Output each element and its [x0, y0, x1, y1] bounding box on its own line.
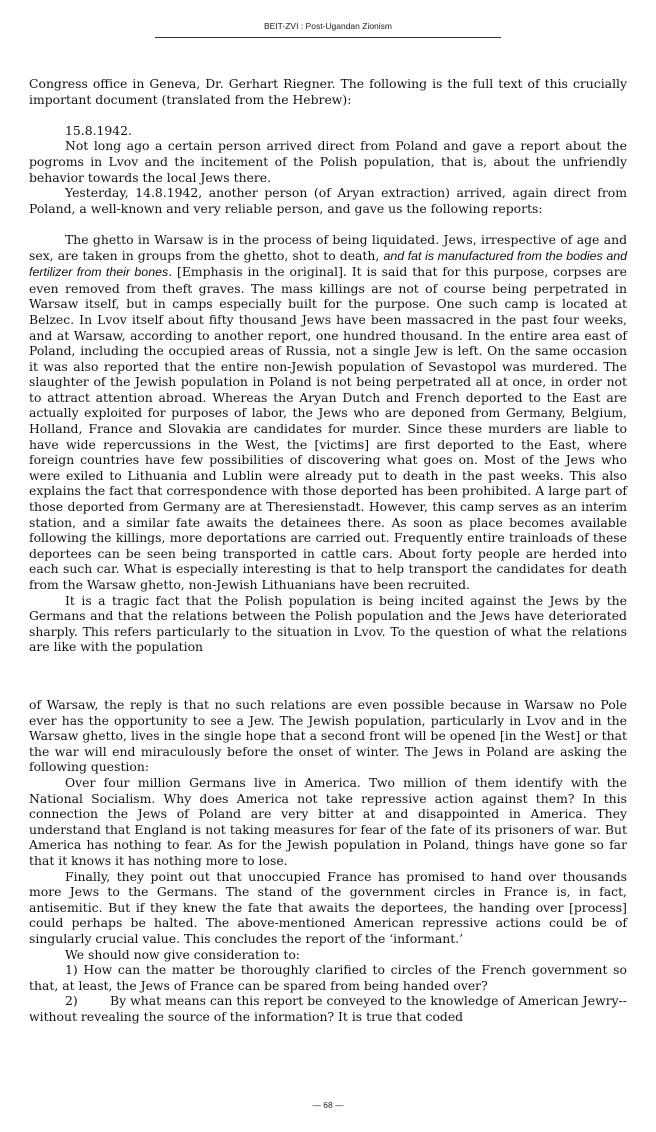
emphasized-passage: and fat is manufactured from the bodies and fertilizer from their bones	[29, 248, 628, 280]
running-head: BEIT-ZVI : Post-Ugandan Zionism	[263, 21, 393, 31]
page-number: — 68 —	[312, 1100, 344, 1110]
header-rule	[155, 37, 501, 38]
intro-paragraph: Congress office in Geneva, Dr. Gerhart Riegner. The following is the full text of this crucially important document (translated from the Hebrew):	[29, 76, 627, 107]
ghetto-report-start: The ghetto in Warsaw is in the process of being liquidated. Jews, irrespective of age and sex, are taken in groups from the ghetto, shot to death,	[29, 231, 627, 263]
paragraph-ghetto-report	[29, 232, 627, 593]
ghetto-report-rest: . [Emphasis in the original]. It is said that for this purpose, corpses are even removed from theft graves. The mass killings are not of course being perpetrated in Warsaw itself, but in camps especially built for the purpose. One such camp is located at Belzec. In Lvov itself about fifty thousand Jews have been massacred in the past four weeks, and at Warsaw, according to another report, one hundred thousand. In the entire area east of Poland, including the occupied areas of Russia, not a single Jew is left. On the same occasion it was also reported that the entire non-Jewish population of Sevastopol was murdered. The slaughter of the Jewish population in Poland is not being perpetrated all at once, in order not to attract attention abroad. Whereas the Aryan Dutch and French deported to the East are actually exploited for purposes of labor, the Jews who are deponed from Germany, Belgium, Holland, France and Slovakia are candidates for murder. Since these murders are liable to have wide repercussions in the West, the [victims] are first deported to the East, where foreign countries have few possibilities of discovering what goes on. Most of the Jews who were exiled to Lithuania and Lublin were already put to death in the past weeks. This also explains the fact that correspondence with those deported has been prohibited. A large part of those deported from Germany are at Theresienstadt. However, this camp serves as an interim station, and a similar fate awaits the detainees there. As soon as place becomes available following the killings, more deportations are carried out. Frequently entire trainloads of these deportees can be seen being transported in cattle cars. About forty people are herded into each such car. What is especially interesting is that to help transport the candidates for death from the Warsaw ghetto, non-Jewish Lithuanians have been recruited.	[29, 264, 627, 592]
paragraph-arrival: Not long ago a certain person arrived direct from Poland and gave a report about the pogroms in Lvov and the incitement of the Polish population, that is, about the unfriendly behavior towards the local Jews there.	[29, 138, 627, 185]
paragraph-polish-incitement: It is a tragic fact that the Polish population is being incited against the Jews by the Germans and that the relations between the Polish population and the Jews have deteriorated sharply. This refers particularly to the situation in Lvov. To the question of what the relations are like with the population	[29, 592, 627, 655]
paragraph-warsaw-relations: of Warsaw, the reply is that no such relations are even possible because in Warsaw no Pole ever has the opportunity to see a Jew. The Jewish population, particularly in Lvov and in the Warsaw ghetto, lives in the single hope that a second front will be opened [in the West] or that the war will end miraculously before the onset of winter. The Jews in Poland are asking the following question:	[29, 697, 627, 775]
paragraph-consideration: We should now give consideration to:	[65, 946, 300, 962]
paragraph-germans-in-america: Over four million Germans live in America. Two million of them identify with the National Socialism. Why does America not take repressive action against them? In this connection the Jews of Poland are very bitter at and disappointed in America. They understand that England is not taking measures for fear of the fate of its prisoners of war. But America has nothing to fear. As for the Jewish population in Poland, things have gone so far that it knows it has nothing more to lose.	[29, 774, 627, 868]
paragraph-second-informant: Yesterday, 14.8.1942, another person (of Aryan extraction) arrived, again direct from Poland, a well-known and very reliable person, and gave us the following reports:	[29, 185, 627, 216]
list-item-2: 2) By what means can this report be conveyed to the knowledge of American Jewry--without revealing the source of the information? It is true that coded	[29, 993, 627, 1024]
paragraph-unoccupied-france: Finally, they point out that unoccupied France has promised to hand over thousands more Jews to the Germans. The stand of the government circles in France is, in fact, antisemitic. But if they knew the fate that awaits the deportees, the handing over [process] could perhaps be halted. The above-mentioned American repressive actions could be of singularly crucial value. This concludes the report of the ‘informant.’	[29, 868, 627, 946]
list-item-1: 1) How can the matter be thoroughly clarified to circles of the French government so that, at least, the Jews of France can be spared from being handed over?	[29, 962, 627, 993]
text-block-lower	[29, 697, 627, 1024]
letter-date: 15.8.1942.	[65, 122, 132, 138]
text-block-upper	[29, 76, 627, 655]
